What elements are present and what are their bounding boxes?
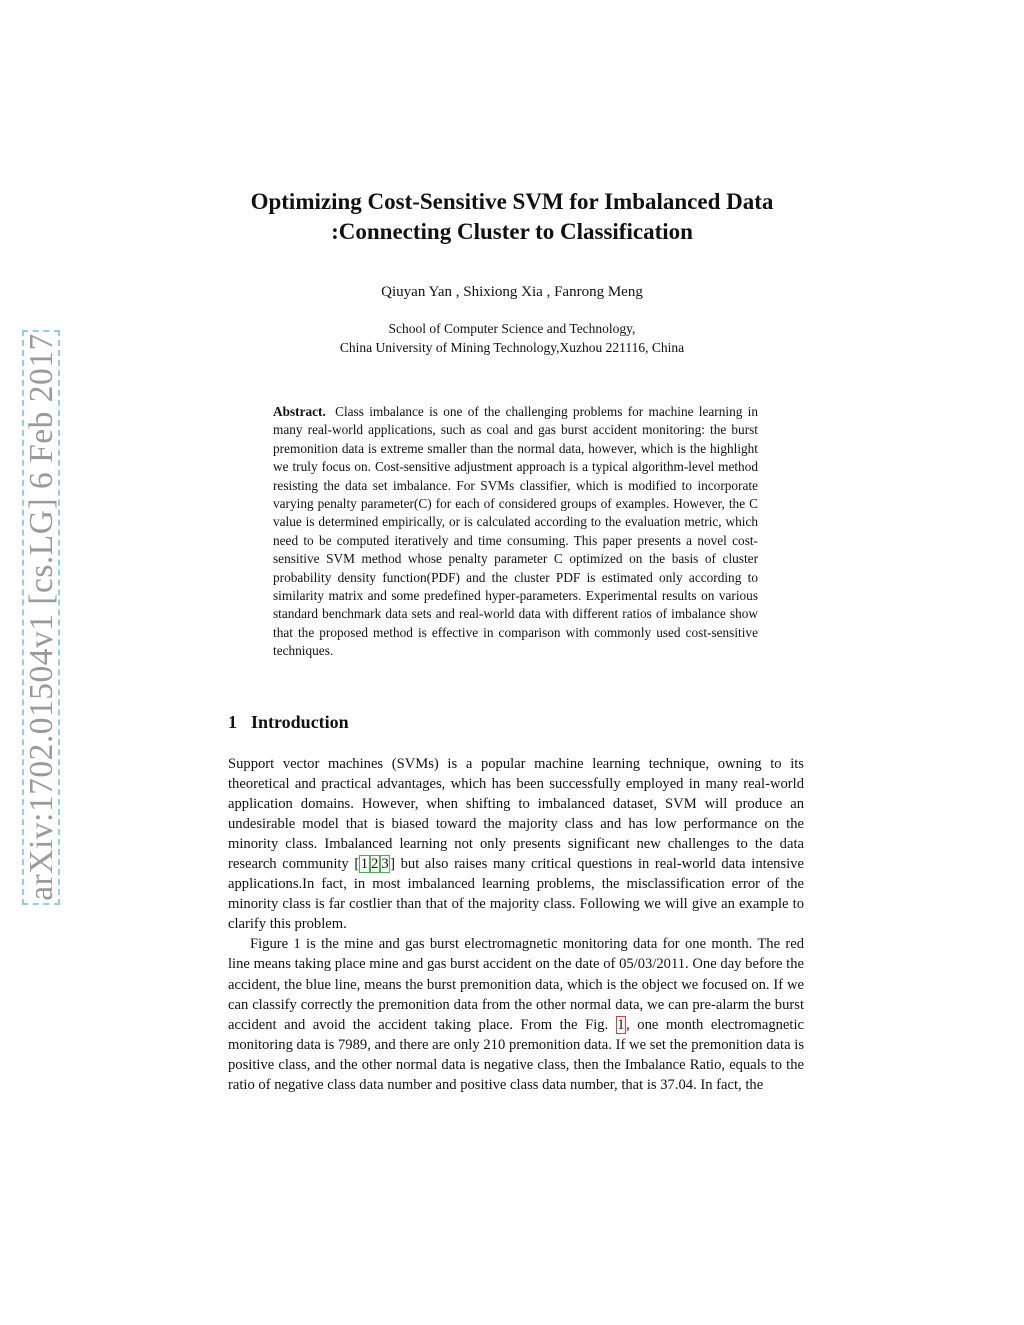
paragraph-1	[228, 754, 804, 934]
paragraph-2	[228, 934, 804, 1094]
paragraph-1-text-b: ] but also raises many critical questions in real-world data intensive applications.In fact, in most imbalanced learning problems, the misclassification error of the minority class is far costlier than that of the majority class. Following we will give an example to clarify this problem.	[228, 856, 804, 933]
citation-link-1[interactable]: 1	[360, 856, 369, 873]
affiliation-line-2: China University of Mining Technology,Xuzhou 221116, China	[339, 340, 685, 355]
paragraph-2-text-a: Figure 1 is the mine and gas burst electromagnetic monitoring data for one month. The red line means taking place mine and gas burst accident on the date of 05/03/2011. One day before the accident, the blue line, means the burst premonition data, which is the object we focused on. If we can classify correctly the premonition data from the other normal data, we can pre-alarm the burst accident and avoid the accident taking place. From the Fig.	[228, 936, 804, 1033]
authors: Qiuyan Yan , Shixiong Xia , Fanrong Meng	[381, 284, 643, 300]
paper-title	[0, 187, 1024, 247]
citation-link-3[interactable]: 3	[381, 856, 389, 873]
abstract-text: Class imbalance is one of the challenging problems for machine learning in many real-world applications, such as coal and gas burst accident monitoring: the burst premonition data is extreme smaller than the normal data, however, which is the highlight we truly focus on. Cost-sensitive adjustment approach is a typical algorithm-level method resisting the data set imbalance. For SVMs classifier, which is modified to incorporate varying penalty parameter(C) for each of considered groups of examples. However, the C value is determined empirically, or is calculated according to the evaluation metric, which need to be computed iteratively and time consuming. This paper presents a novel cost-sensitive SVM method whose penalty parameter C optimized on the basis of cluster probability density function(PDF) and the cluster PDF is estimated only according to similarity matrix and some predefined hyper-parameters. Experimental results on various standard benchmark data sets and real-world data with different ratios of imbalance show that the proposed method is effective in comparison with commonly used cost-sensitive techniques.	[273, 404, 758, 659]
paragraph-2-text-b: , one month electromagnetic monitoring data is 7989, and there are only 210 premonition data. If we set the premonition data is positive class, and the other normal data is negative class, then the Imbalance Ratio, equals to the ratio of negative class data number and positive class data number, that is 37.04. In fact, the	[228, 1016, 805, 1093]
section-title: Introduction	[251, 712, 349, 732]
title-line-2: :Connecting Cluster to Classification	[331, 219, 693, 244]
section-heading-introduction	[228, 712, 349, 733]
introduction-body	[228, 754, 804, 1095]
abstract	[273, 403, 758, 661]
arxiv-stamp[interactable]: arXiv:1702.01504v1 [cs.LG] 6 Feb 2017	[23, 333, 60, 901]
figure-reference-link[interactable]: 1	[617, 1016, 625, 1033]
title-line-1: Optimizing Cost-Sensitive SVM for Imbalanced Data	[250, 189, 774, 214]
citation-link-2[interactable]: 2	[371, 856, 379, 873]
affiliation	[0, 319, 1024, 357]
abstract-label: Abstract.	[273, 404, 326, 419]
section-number: 1	[228, 712, 237, 732]
affiliation-line-1: School of Computer Science and Technology,	[388, 321, 636, 336]
paragraph-1-text-a: Support vector machines (SVMs) is a popular machine learning technique, owning to its theoretical and practical advantages, which has been successfully employed in many real-world application domains. However, when shifting to imbalanced dataset, SVM will produce an undesirable model that is biased toward the majority class and has low performance on the minority class. Imbalanced learning not only presents significant new challenges to the data research community [	[228, 756, 804, 873]
